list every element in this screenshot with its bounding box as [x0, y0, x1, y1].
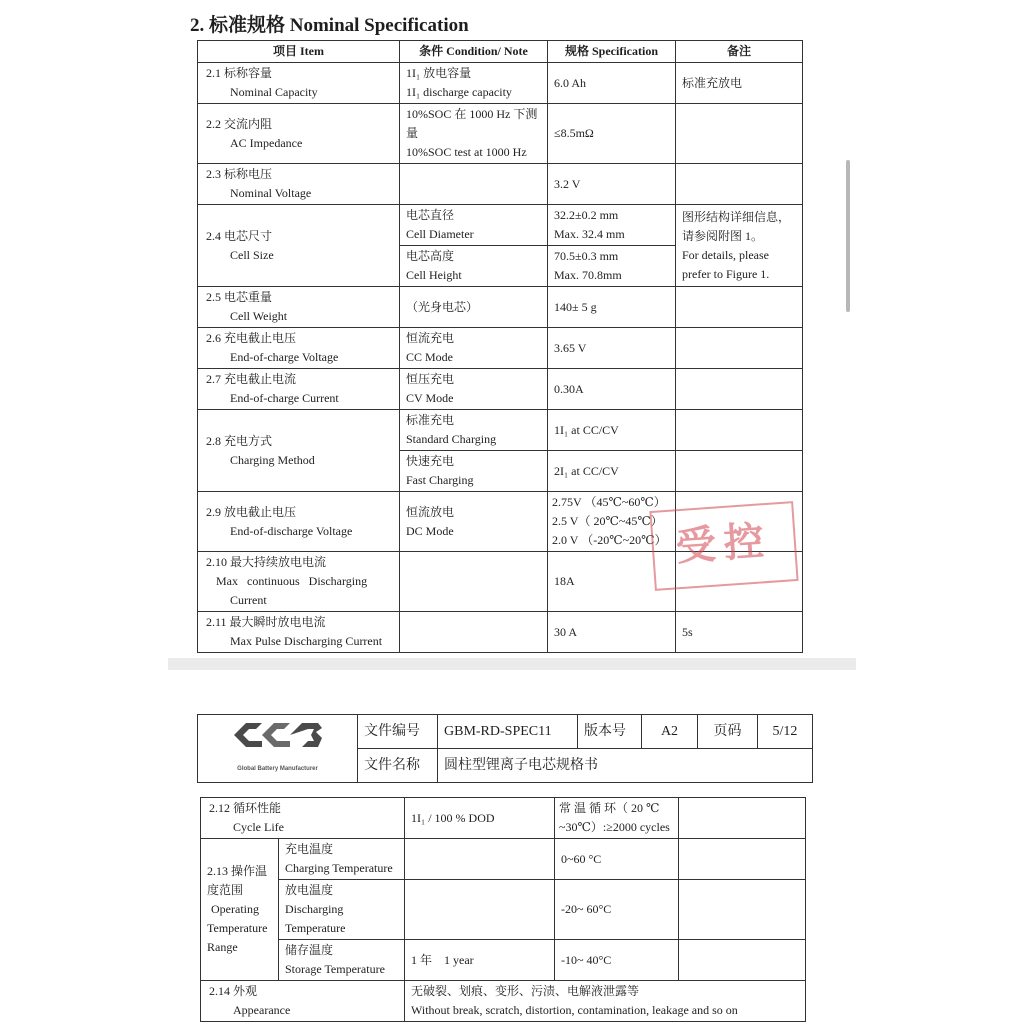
item-en: Appearance: [233, 1003, 291, 1017]
header-item: 项目 Item: [198, 41, 400, 63]
condition-line: 1I₁ discharge capacity: [406, 85, 512, 99]
condition-line: 快速充电: [406, 454, 455, 468]
spec-value: -10~ 40°C: [561, 952, 612, 967]
note-empty: [676, 164, 803, 205]
spec-value: 2I₁ at CC/CV: [554, 463, 619, 478]
item-en: Current: [230, 593, 267, 607]
item-cn: 2.12 循环性能: [209, 801, 282, 815]
condition-line: 10%SOC test at 1000 Hz: [406, 145, 527, 159]
temp-label: Temperature: [285, 921, 346, 935]
spec-value: 常 温 循 环（ 20 ℃: [559, 801, 660, 815]
item-en: Cell Size: [230, 247, 274, 262]
document-header-table: [197, 714, 813, 783]
item-text: Temperature: [207, 921, 268, 935]
note-text: 5s: [682, 624, 693, 639]
item-cn: 2.10 最大持续放电电流: [206, 555, 327, 569]
condition-line: Fast Charging: [406, 473, 474, 487]
condition-line: 标准充电: [406, 413, 455, 427]
doc-name-value: 圆柱型锂离子电芯规格书: [438, 749, 813, 783]
item-cn: 2.4 电芯尺寸: [206, 228, 273, 243]
spec-value: 140± 5 g: [554, 299, 597, 314]
item-cn: 2.8 充电方式: [206, 433, 273, 448]
condition-line: CC Mode: [406, 350, 454, 364]
table-row: [201, 798, 806, 839]
page-scrollbar[interactable]: [846, 160, 850, 312]
temp-label: 储存温度: [285, 943, 334, 957]
spec-value: 0~60 °C: [561, 851, 602, 866]
table-row: [198, 205, 803, 246]
logo-caption: Global Battery Manufacturer: [237, 766, 318, 772]
table-row: [201, 880, 806, 940]
table-row: [198, 612, 803, 653]
condition-line: CV Mode: [406, 391, 454, 405]
table-row: [198, 369, 803, 410]
item-en: Cycle Life: [233, 820, 284, 834]
condition-line: Standard Charging: [406, 432, 497, 446]
condition-line: 电芯高度: [406, 249, 455, 263]
condition-empty: [405, 880, 555, 940]
controlled-stamp: 受控: [649, 501, 798, 591]
doc-no-label: 文件编号: [358, 715, 438, 749]
spec-value: Max. 70.8mm: [554, 268, 622, 282]
item-en: End-of-discharge Voltage: [230, 523, 353, 538]
item-en: Cell Weight: [230, 309, 288, 323]
note-empty: [676, 451, 803, 492]
spec-value: 70.5±0.3 mm: [554, 249, 619, 263]
condition-line: Cell Diameter: [406, 227, 474, 241]
condition-line: 1 年 1 year: [405, 940, 555, 981]
note-text: For details, please: [682, 247, 769, 262]
item-en: Max Pulse Discharging Current: [230, 634, 383, 648]
spec-value: 2.5 V（ 20℃~45℃）: [552, 514, 663, 528]
spec-value: Max. 32.4 mm: [554, 227, 625, 241]
item-en: AC Impedance: [230, 135, 303, 150]
item-cn: 2.7 充电截止电流: [206, 372, 297, 386]
temp-label: Discharging: [285, 902, 344, 916]
item-cn: 2.6 充电截止电压: [206, 331, 297, 345]
spec-value: 2.75V （45℃~60℃）: [552, 495, 666, 509]
item-en: End-of-charge Voltage: [230, 350, 339, 364]
doc-no-value: GBM-RD-SPEC11: [438, 715, 578, 749]
spec-value: 0.30A: [554, 381, 584, 396]
appearance-text: 无破裂、划痕、变形、污渍、电解液泄露等: [411, 984, 640, 998]
table-row: [198, 104, 803, 164]
temp-label: Charging Temperature: [285, 861, 393, 875]
condition-line: Cell Height: [406, 268, 462, 282]
item-cn: 2.5 电芯重量: [206, 290, 273, 304]
spec-value: 32.2±0.2 mm: [554, 208, 619, 222]
gbm-logo-icon: [228, 718, 328, 752]
table-row: [198, 164, 803, 205]
header-condition: 条件 Condition/ Note: [400, 41, 548, 63]
spec-value: 1I₁ at CC/CV: [554, 422, 619, 437]
page-separator: [168, 658, 856, 670]
page-label: 页码: [698, 715, 758, 749]
condition-line: 1I₁ / 100 % DOD: [411, 810, 495, 825]
spec-table-continued: [200, 797, 806, 1022]
table-row: [201, 839, 806, 880]
item-en: Nominal Voltage: [230, 186, 312, 200]
note-empty: [676, 104, 803, 164]
condition-line: 恒流充电: [406, 331, 455, 345]
note-empty: [679, 798, 806, 839]
header-specification: 规格 Specification: [548, 41, 676, 63]
condition-line: （光身电芯）: [406, 299, 479, 314]
condition-line: DC Mode: [406, 523, 454, 538]
item-text: 2.13 操作温: [207, 864, 268, 878]
header-note: 备注: [676, 41, 803, 63]
item-en: Max continuous Discharging: [216, 574, 368, 588]
doc-header-row: [198, 715, 813, 749]
item-cn: 2.14 外观: [209, 984, 258, 998]
note-text: 标准充放电: [682, 75, 743, 90]
note-empty: [676, 410, 803, 451]
appearance-text: Without break, scratch, distortion, contamination, leakage and so on: [411, 1003, 738, 1017]
spec-value: ≤8.5mΩ: [554, 126, 594, 140]
table-row: [198, 63, 803, 104]
note-empty: [676, 287, 803, 328]
condition-line: 量: [406, 126, 419, 140]
note-text: prefer to Figure 1.: [682, 266, 770, 281]
condition-line: 1I₁ 放电容量: [406, 66, 472, 80]
item-cn: 2.3 标称电压: [206, 167, 273, 181]
spec-value: -20~ 60°C: [561, 902, 612, 916]
item-en: Nominal Capacity: [230, 85, 318, 99]
note-text: 请参阅附图 1。: [682, 228, 764, 243]
item-text: Operating: [211, 902, 259, 916]
condition-line: 恒压充电: [406, 372, 455, 386]
temp-label: Storage Temperature: [285, 962, 385, 976]
table-row: [201, 940, 806, 981]
spec-value: 18A: [554, 574, 575, 588]
condition-line: 恒流放电: [406, 504, 455, 519]
condition-empty: [400, 164, 548, 205]
table-row: [201, 981, 806, 1022]
spec-value: 2.0 V （-20℃~20℃）: [552, 533, 667, 547]
condition-line: 10%SOC 在 1000 Hz 下测: [406, 107, 538, 121]
note-empty: [676, 369, 803, 410]
spec-value: 3.2 V: [554, 176, 581, 191]
note-empty: [679, 940, 806, 981]
note-text: 图形结构详细信息，: [682, 209, 791, 224]
company-logo: [198, 715, 358, 783]
table-row: [198, 410, 803, 451]
version-label: 版本号: [578, 715, 642, 749]
condition-empty: [400, 552, 548, 612]
spec-value: 3.65 V: [554, 340, 587, 355]
item-cn: 2.1 标称容量: [206, 66, 273, 80]
table-row: [198, 287, 803, 328]
temp-label: 放电温度: [285, 883, 334, 897]
item-en: Charging Method: [230, 452, 315, 467]
item-text: 度范围: [207, 883, 244, 897]
section-title: 2. 标准规格 Nominal Specification: [190, 15, 469, 36]
spec-value: ~30℃）:≥2000 cycles: [559, 820, 670, 834]
version-value: A2: [642, 715, 698, 749]
item-en: End-of-charge Current: [230, 391, 339, 405]
spec-value: 6.0 Ah: [554, 75, 587, 90]
temp-label: 充电温度: [285, 842, 334, 856]
item-text: Range: [207, 940, 238, 954]
item-cn: 2.11 最大瞬时放电电流: [206, 615, 326, 629]
note-empty: [679, 839, 806, 880]
doc-name-label: 文件名称: [358, 749, 438, 783]
note-empty: [676, 328, 803, 369]
condition-line: 电芯直径: [406, 208, 455, 222]
table-header-row: [198, 41, 803, 63]
page-value: 5/12: [758, 715, 813, 749]
note-empty: [679, 880, 806, 940]
condition-empty: [400, 612, 548, 653]
condition-empty: [405, 839, 555, 880]
item-cn: 2.9 放电截止电压: [206, 504, 297, 519]
table-row: [198, 328, 803, 369]
item-cn: 2.2 交流内阻: [206, 116, 273, 131]
spec-value: 30 A: [554, 624, 578, 639]
